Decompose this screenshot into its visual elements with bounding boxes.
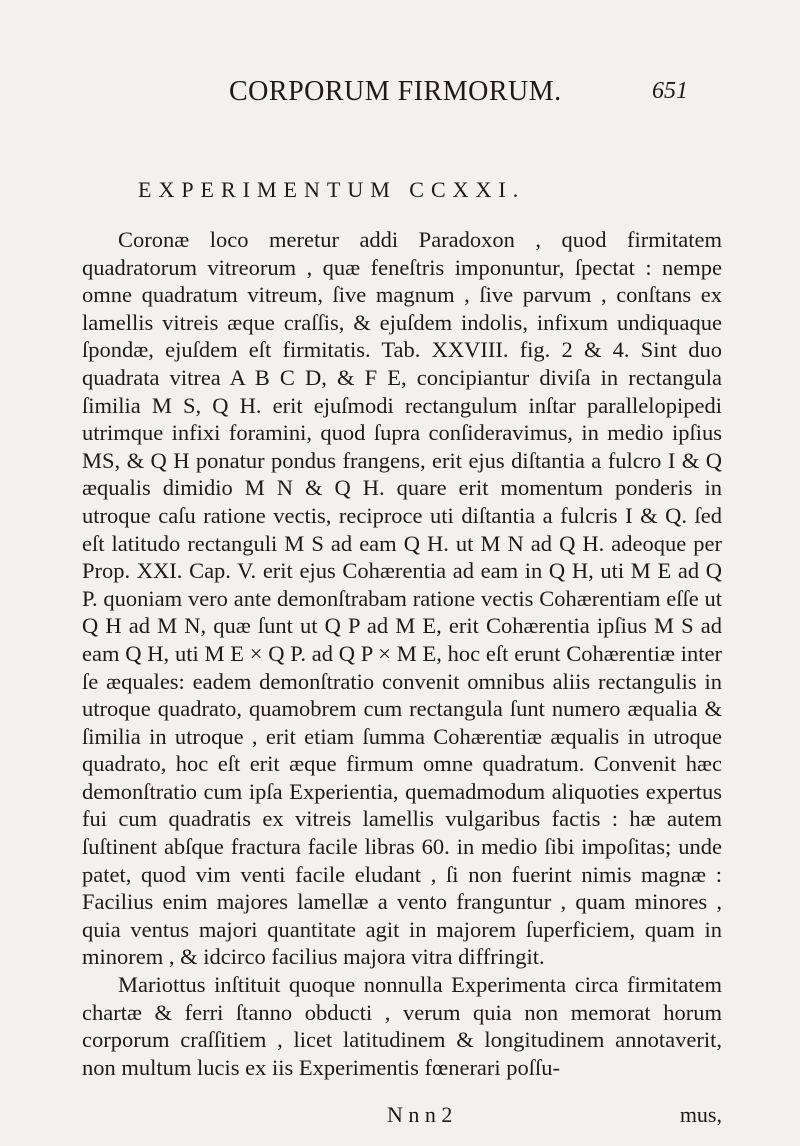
running-head: CORPORUM FIRMORUM. — [229, 76, 562, 107]
body-text — [82, 226, 722, 1081]
page-number: 651 — [652, 78, 688, 104]
signature-mark: N n n 2 — [387, 1102, 453, 1127]
section-title: EXPERIMENTUM CCXXI. — [138, 177, 526, 202]
catchword: mus, — [679, 1102, 722, 1127]
paragraph: Coronæ loco meretur addi Paradoxon , quod firmitatem quadratorum vitreorum , quæ feneſtris imponuntur, ſpectat : nempe omne quadratum vitreum, ſive magnum , ſive parvum , conſtans ex lamellis vitreis æque craſſis, & ejuſdem indolis, infixum undiquaque ſpondæ, ejuſdem eſt firmitatis. Tab. XXVIII. fig. 2 & 4. Sint duo quadrata vitrea A B C D, & F E, concipiantur diviſa in rectangula ſimilia M S, Q H. erit ejuſmodi rectangulum inſtar parallelopipedi utrimque infixi foramini, quod ſupra conſideravimus, in medio ipſius MS, & Q H ponatur pondus frangens, erit ejus diſtantia a fulcro I & Q æqualis dimidio M N & Q H. quare erit momentum ponderis in utroque caſu ratione vectis, reciproce uti diſtantia a fulcris I & Q. ſed eſt latitudo rectanguli M S ad eam Q H. ut M N ad Q H. adeoque per Prop. XXI. Cap. V. erit ejus Cohærentia ad eam in Q H, uti M E ad Q P. quoniam vero ante demonſtrabam ratione vectis Cohærentiam eſſe ut Q H ad M N, quæ ſunt ut Q P ad M E, erit Cohærentia ipſius M S ad eam Q H, uti M E × Q P. ad Q P × M E, hoc eſt erunt Cohærentiæ inter ſe æquales: eadem demonſtratio convenit omnibus aliis rectangulis in utroque quadrato, quamobrem cum rectangula ſunt numero æqualia & ſimilia in utroque , erit etiam ſumma Cohærentiæ æqualis in utroque quadrato, hoc eſt erit æque firmum omne quadratum. Convenit hæc demonſtratio cum ipſa Experientia, quemadmodum aliquoties expertus fui cum quadratis ex vitreis lamellis vulgaribus factis : hæ autem ſuſtinent abſque fractura facile libras 60. in medio ſibi impoſitas; unde patet, quod vim venti facile eludant , ſi non fuerint nimis magnæ : Facilius enim majores lamellæ a vento franguntur , quam minores , quia ventus majori quantitate agit in majorem ſuperficiem, quam in minorem , & idcirco facilius majora vitra diffringit. — [82, 227, 722, 970]
paragraph: Mariottus inſtituit quoque nonnulla Experimenta circa firmitatem chartæ & ferri ſtanno obducti , verum quia non memorat horum corporum craſſitiem , licet latitudinem & longitudinem annotaverit, non multum lucis ex iis Experimentis fœnerari poſſu- — [82, 972, 722, 1080]
page-footer — [82, 1102, 722, 1130]
